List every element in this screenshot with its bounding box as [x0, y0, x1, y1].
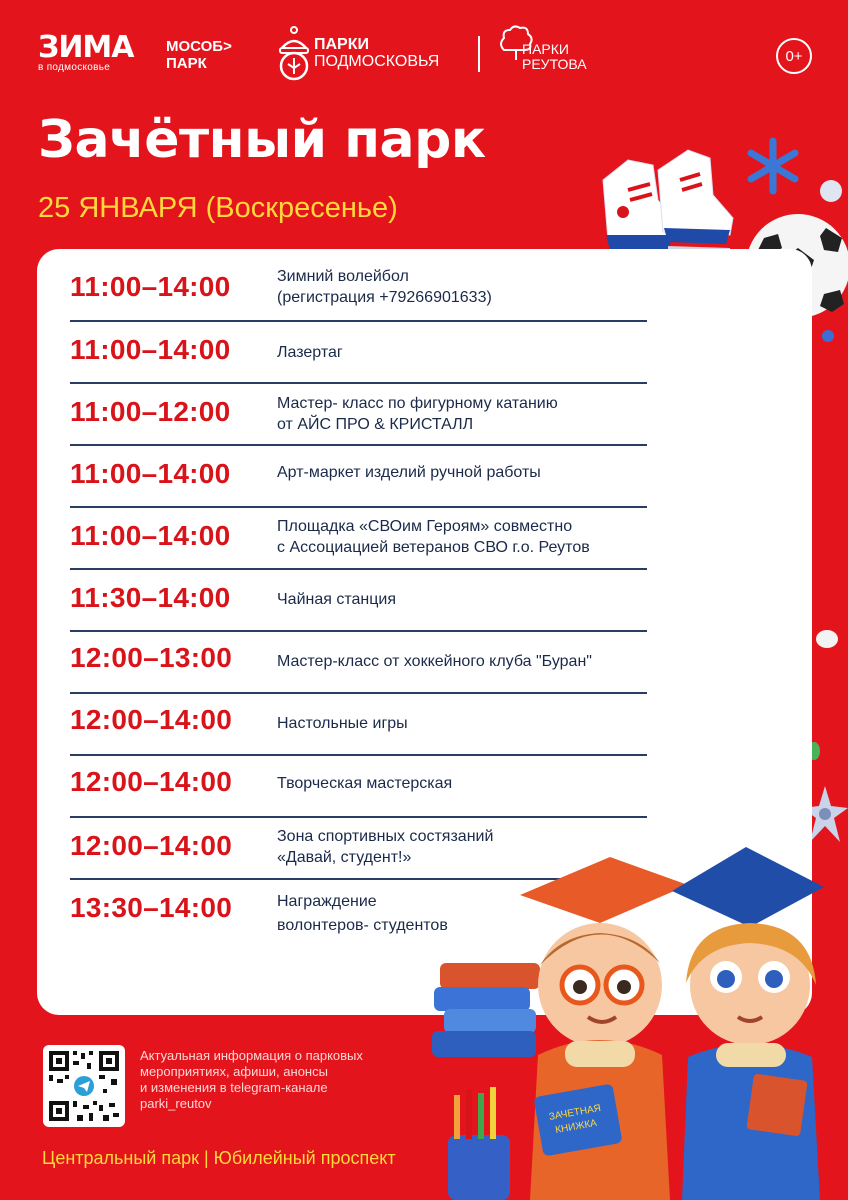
- logo-divider: [478, 36, 480, 72]
- students-illustration: [420, 845, 848, 1200]
- event-location: Центральный парк | Юбилейный проспект: [42, 1148, 396, 1168]
- logo-mosob-line2: ПАРК: [166, 55, 207, 72]
- schedule-row: [70, 508, 647, 570]
- book-label-line1: ЗАЧЕТНАЯ: [548, 1102, 602, 1123]
- schedule-time: 12:00–13:00: [70, 642, 233, 673]
- schedule-time: 11:30–14:00: [70, 582, 231, 613]
- page-title: Зачётный парк: [38, 110, 486, 170]
- schedule-desc-line: Творческая мастерская: [277, 775, 453, 792]
- schedule-time: 11:00–14:00: [70, 334, 231, 365]
- telegram-channel-name[interactable]: parki_reutov: [140, 1096, 212, 1111]
- logo-reutov-line2: РЕУТОВА: [522, 56, 587, 72]
- schedule-desc-line: Зона спортивных состязаний: [277, 828, 494, 845]
- schedule-description: [277, 462, 541, 483]
- decor-dot: [820, 180, 842, 202]
- schedule-description: [277, 342, 343, 363]
- schedule-time: 11:00–12:00: [70, 396, 231, 427]
- schedule-description: [277, 516, 590, 558]
- header-logos: [38, 30, 812, 80]
- schedule-desc-line: «Давай, студент!»: [277, 849, 412, 866]
- schedule-time: 12:00–14:00: [70, 830, 233, 861]
- event-date: 25 ЯНВАРЯ (Воскресенье): [38, 192, 398, 224]
- book-label-line2: КНИЖКА: [554, 1117, 598, 1136]
- girl-student-figure: [672, 847, 824, 1200]
- schedule-desc-line: от АЙС ПРО & КРИСТАЛЛ: [277, 416, 474, 433]
- pencil-cup-icon: [448, 1087, 510, 1200]
- logo-parki-reutova: [522, 42, 587, 72]
- books-stack-icon: [432, 963, 540, 1057]
- schedule-row: [70, 632, 647, 694]
- boy-student-figure: [520, 857, 688, 1200]
- logo-zima: [38, 30, 134, 73]
- schedule-desc-line: волонтеров- студентов: [277, 917, 448, 934]
- schedule-row: [70, 694, 647, 756]
- snowflake-icon: [742, 135, 804, 197]
- age-rating-badge: 0+: [776, 38, 812, 74]
- schedule-time: 11:00–14:00: [70, 458, 231, 489]
- logo-parki-line2: ПОДМОСКОВЬЯ: [314, 53, 440, 70]
- schedule-description: [277, 589, 396, 610]
- logo-mosobpark: [166, 38, 232, 72]
- schedule-desc-line: Чайная станция: [277, 591, 396, 608]
- decor-dot: [816, 630, 838, 648]
- schedule-row: [70, 756, 647, 818]
- schedule-description: [277, 266, 492, 308]
- schedule-row: [70, 322, 647, 384]
- schedule-desc-line: Арт-маркет изделий ручной работы: [277, 464, 541, 481]
- schedule-description: [277, 713, 408, 734]
- schedule-desc-line: Лазертаг: [277, 344, 343, 361]
- schedule-time: 11:00–14:00: [70, 520, 231, 551]
- footer-info-line: Актуальная информация о парковых: [140, 1048, 363, 1063]
- schedule-description: [277, 773, 452, 794]
- schedule-row: [70, 446, 647, 508]
- schedule-desc-line: Мастер-класс от хоккейного клуба "Буран": [277, 653, 592, 670]
- logo-zima-title: ЗИМА: [38, 30, 134, 65]
- logo-zima-subtitle: в подмосковье: [38, 62, 111, 73]
- schedule-time: 11:00–14:00: [70, 271, 231, 302]
- qr-code-icon: [43, 1045, 125, 1127]
- schedule-time: 13:30–14:00: [70, 892, 233, 923]
- schedule-row: [70, 384, 647, 446]
- schedule-row: [70, 249, 647, 324]
- schedule-description: [277, 651, 592, 672]
- schedule-desc-line: Награждение: [277, 893, 377, 910]
- schedule-desc-line: (регистрация +79266901633): [277, 289, 492, 306]
- schedule-description: [277, 393, 558, 435]
- schedule-time: 12:00–14:00: [70, 766, 233, 797]
- telegram-info-text: [140, 1048, 363, 1112]
- footer-info-line: и изменения в telegram-канале: [140, 1080, 328, 1095]
- schedule-time: 12:00–14:00: [70, 704, 233, 735]
- schedule-desc-line: Площадка «СВОим Героям» совместно: [277, 518, 573, 535]
- logo-parki-podmoskovya: [314, 36, 439, 70]
- schedule-desc-line: Зимний волейбол: [277, 268, 409, 285]
- logo-reutov-line1: ПАРКИ: [522, 41, 569, 57]
- logo-parki-line1: ПАРКИ: [314, 36, 369, 53]
- telegram-qr-code[interactable]: [43, 1045, 125, 1127]
- footer-info-line: мероприятиях, афиши, анонсы: [140, 1064, 328, 1079]
- logo-mosob-line1: МОСОБ>: [166, 38, 232, 55]
- schedule-row: [70, 570, 647, 632]
- schedule-desc-line: с Ассоциацией ветеранов СВО г.о. Реутов: [277, 539, 590, 556]
- schedule-desc-line: Мастер- класс по фигурному катанию: [277, 395, 558, 412]
- schedule-desc-line: Настольные игры: [277, 715, 408, 732]
- decor-dot: [822, 330, 834, 342]
